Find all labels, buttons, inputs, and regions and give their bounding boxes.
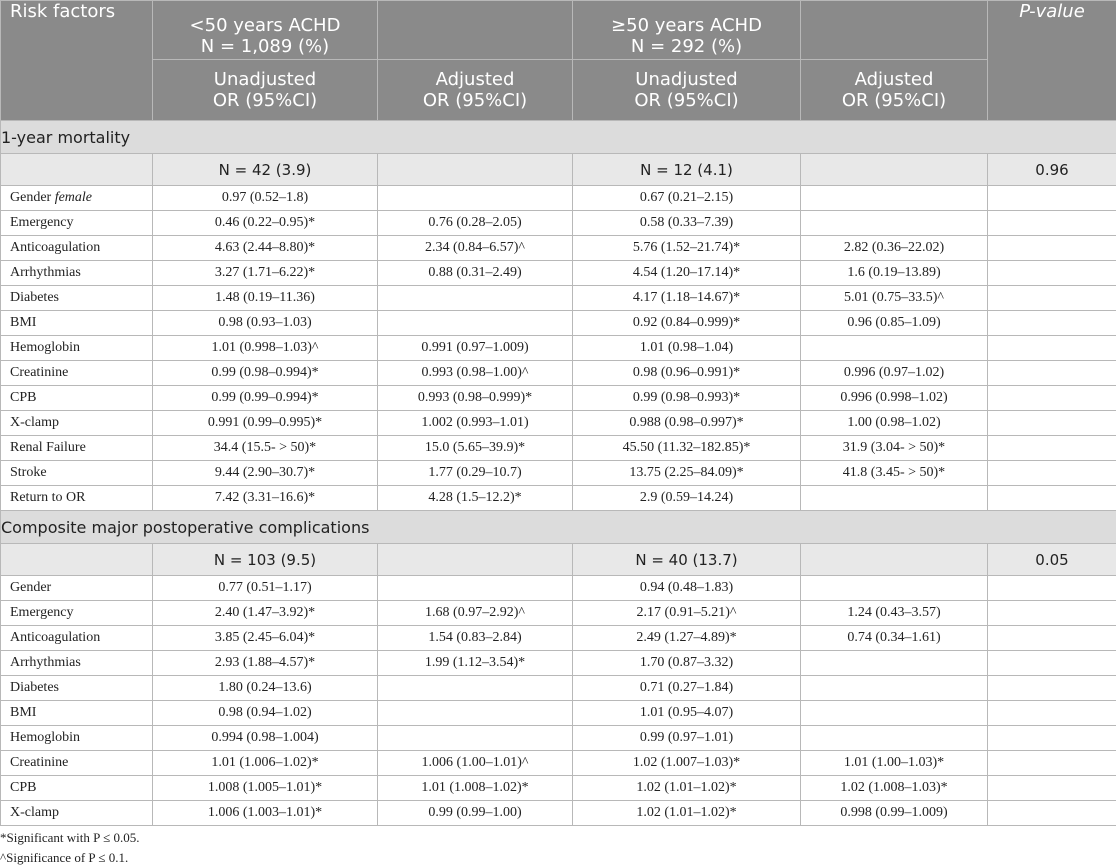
young-unadjusted-or: 0.98 (0.93–1.03)	[153, 311, 378, 336]
young-adjusted-or: 1.99 (1.12–3.54)*	[378, 651, 573, 676]
risk-factor-label: Return to OR	[1, 486, 153, 511]
footnote-significant: *Significant with P ≤ 0.05.	[0, 830, 140, 845]
table-row	[1, 676, 1116, 701]
young-group-blank-header	[378, 1, 573, 60]
pvalue-blank-cell	[988, 336, 1116, 361]
pvalue-blank-cell	[988, 186, 1116, 211]
risk-factors-header: Risk factors	[1, 1, 153, 121]
old-adjusted-or	[801, 576, 988, 601]
old-adjusted-or	[801, 676, 988, 701]
unadjusted-label: Unadjusted	[635, 69, 738, 90]
old-adjusted-or	[801, 211, 988, 236]
old-unadjusted-or: 45.50 (11.32–182.85)*	[573, 436, 801, 461]
pvalue-blank-cell	[988, 411, 1116, 436]
young-count-cell: N = 42 (3.9)	[153, 154, 378, 186]
old-adjusted-or: 1.00 (0.98–1.02)	[801, 411, 988, 436]
young-unadjusted-or: 0.991 (0.99–0.995)*	[153, 411, 378, 436]
pvalue-blank-cell	[988, 361, 1116, 386]
young-unadjusted-or: 1.008 (1.005–1.01)*	[153, 776, 378, 801]
young-unadjusted-or: 34.4 (15.5- > 50)*	[153, 436, 378, 461]
risk-factor-label: Arrhythmias	[1, 261, 153, 286]
table-row	[1, 336, 1116, 361]
old-unadjusted-or: 2.49 (1.27–4.89)*	[573, 626, 801, 651]
risk-factor-label: BMI	[1, 701, 153, 726]
old-adjusted-or: 0.96 (0.85–1.09)	[801, 311, 988, 336]
risk-factor-label: Diabetes	[1, 676, 153, 701]
table-row	[1, 261, 1116, 286]
young-adjusted-or: 0.99 (0.99–1.00)	[378, 801, 573, 826]
old-adjusted-or	[801, 651, 988, 676]
table-row	[1, 361, 1116, 386]
young-unadjusted-or: 2.40 (1.47–3.92)*	[153, 601, 378, 626]
old-unadjusted-or: 4.54 (1.20–17.14)*	[573, 261, 801, 286]
table-row	[1, 701, 1116, 726]
young-unadjusted-or: 0.99 (0.99–0.994)*	[153, 386, 378, 411]
pvalue-blank-cell	[988, 236, 1116, 261]
table-row	[1, 601, 1116, 626]
young-unadjusted-or: 1.006 (1.003–1.01)*	[153, 801, 378, 826]
pvalue-header: P-value	[988, 1, 1116, 121]
old-unadjusted-or: 4.17 (1.18–14.67)*	[573, 286, 801, 311]
old-adjusted-or: 31.9 (3.04- > 50)*	[801, 436, 988, 461]
header-row-2	[1, 60, 1116, 121]
old-adjusted-or: 1.24 (0.43–3.57)	[801, 601, 988, 626]
pvalue-blank-cell	[988, 801, 1116, 826]
young-unadjusted-header	[153, 60, 378, 121]
risk-factor-label: Anticoagulation	[1, 626, 153, 651]
adjusted-label: Adjusted	[854, 69, 934, 90]
old-group-n: N = 292 (%)	[630, 36, 743, 57]
old-unadjusted-header	[573, 60, 801, 121]
table-row	[1, 186, 1116, 211]
table-row	[1, 211, 1116, 236]
table-row	[1, 651, 1116, 676]
risk-factor-label: BMI	[1, 311, 153, 336]
young-adjusted-or	[378, 676, 573, 701]
header-row-1	[1, 1, 1116, 60]
old-adjusted-or	[801, 726, 988, 751]
old-unadjusted-or: 0.71 (0.27–1.84)	[573, 676, 801, 701]
pvalue-blank-cell	[988, 726, 1116, 751]
young-adjusted-or: 0.991 (0.97–1.009)	[378, 336, 573, 361]
young-adjusted-or: 1.77 (0.29–10.7)	[378, 461, 573, 486]
old-unadjusted-or: 0.99 (0.98–0.993)*	[573, 386, 801, 411]
table-row	[1, 751, 1116, 776]
count-blank-cell	[801, 154, 988, 186]
count-blank-cell	[1, 154, 153, 186]
young-unadjusted-or: 1.80 (0.24–13.6)	[153, 676, 378, 701]
young-group-header	[153, 1, 378, 60]
old-unadjusted-or: 0.988 (0.98–0.997)*	[573, 411, 801, 436]
old-unadjusted-or: 0.98 (0.96–0.991)*	[573, 361, 801, 386]
risk-factor-label: Emergency	[1, 601, 153, 626]
young-unadjusted-or: 9.44 (2.90–30.7)*	[153, 461, 378, 486]
pvalue-blank-cell	[988, 576, 1116, 601]
young-adjusted-or: 0.88 (0.31–2.49)	[378, 261, 573, 286]
pvalue-blank-cell	[988, 211, 1116, 236]
adjusted-label: Adjusted	[435, 69, 515, 90]
young-unadjusted-or: 3.85 (2.45–6.04)*	[153, 626, 378, 651]
risk-factor-label: Anticoagulation	[1, 236, 153, 261]
pvalue-blank-cell	[988, 601, 1116, 626]
risk-factor-label: Renal Failure	[1, 436, 153, 461]
young-adjusted-or	[378, 701, 573, 726]
table-row	[1, 436, 1116, 461]
pvalue-blank-cell	[988, 486, 1116, 511]
old-unadjusted-or: 0.58 (0.33–7.39)	[573, 211, 801, 236]
young-adjusted-header	[378, 60, 573, 121]
young-adjusted-or: 1.54 (0.83–2.84)	[378, 626, 573, 651]
old-group-blank-header	[801, 1, 988, 60]
section-count-row	[1, 544, 1116, 576]
old-count-cell: N = 40 (13.7)	[573, 544, 801, 576]
old-unadjusted-or: 0.99 (0.97–1.01)	[573, 726, 801, 751]
young-unadjusted-or: 2.93 (1.88–4.57)*	[153, 651, 378, 676]
young-adjusted-or	[378, 186, 573, 211]
old-adjusted-or: 5.01 (0.75–33.5)^	[801, 286, 988, 311]
young-unadjusted-or: 0.994 (0.98–1.004)	[153, 726, 378, 751]
footnote-significance: ^Significance of P ≤ 0.1.	[0, 850, 129, 865]
old-adjusted-or: 1.02 (1.008–1.03)*	[801, 776, 988, 801]
table-row	[1, 626, 1116, 651]
old-adjusted-or: 1.01 (1.00–1.03)*	[801, 751, 988, 776]
young-unadjusted-or: 1.01 (0.998–1.03)^	[153, 336, 378, 361]
pvalue-cell: 0.96	[988, 154, 1116, 186]
or-ci-label: OR (95%CI)	[841, 90, 947, 111]
young-unadjusted-or: 0.98 (0.94–1.02)	[153, 701, 378, 726]
or-ci-label: OR (95%CI)	[634, 90, 739, 111]
old-unadjusted-or: 2.17 (0.91–5.21)^	[573, 601, 801, 626]
old-adjusted-or	[801, 186, 988, 211]
young-unadjusted-or: 3.27 (1.71–6.22)*	[153, 261, 378, 286]
risk-factor-label: Stroke	[1, 461, 153, 486]
table-row	[1, 286, 1116, 311]
risk-factor-label: CPB	[1, 386, 153, 411]
table-row	[1, 776, 1116, 801]
young-adjusted-or: 0.993 (0.98–0.999)*	[378, 386, 573, 411]
risk-factor-label: Gender	[1, 576, 153, 601]
pvalue-blank-cell	[988, 386, 1116, 411]
risk-factor-label: X-clamp	[1, 411, 153, 436]
table-row	[1, 236, 1116, 261]
old-unadjusted-or: 1.02 (1.007–1.03)*	[573, 751, 801, 776]
old-unadjusted-or: 2.9 (0.59–14.24)	[573, 486, 801, 511]
risk-factor-label: X-clamp	[1, 801, 153, 826]
table-row	[1, 726, 1116, 751]
old-adjusted-or: 0.996 (0.97–1.02)	[801, 361, 988, 386]
young-adjusted-or	[378, 726, 573, 751]
section-title: 1-year mortality	[1, 121, 1116, 154]
young-adjusted-or	[378, 286, 573, 311]
pvalue-blank-cell	[988, 261, 1116, 286]
risk-factor-label: CPB	[1, 776, 153, 801]
old-adjusted-or: 0.998 (0.99–1.009)	[801, 801, 988, 826]
count-blank-cell	[378, 154, 573, 186]
unadjusted-label: Unadjusted	[213, 69, 317, 90]
old-adjusted-or: 0.74 (0.34–1.61)	[801, 626, 988, 651]
section-title: Composite major postoperative complications	[1, 511, 1116, 544]
section-row	[1, 511, 1116, 544]
old-unadjusted-or: 1.70 (0.87–3.32)	[573, 651, 801, 676]
young-adjusted-or: 1.002 (0.993–1.01)	[378, 411, 573, 436]
pvalue-blank-cell	[988, 461, 1116, 486]
count-blank-cell	[1, 544, 153, 576]
old-unadjusted-or: 0.92 (0.84–0.999)*	[573, 311, 801, 336]
young-unadjusted-or: 7.42 (3.31–16.6)*	[153, 486, 378, 511]
table-row	[1, 486, 1116, 511]
young-adjusted-or	[378, 311, 573, 336]
young-adjusted-or: 0.76 (0.28–2.05)	[378, 211, 573, 236]
section-row	[1, 121, 1116, 154]
young-unadjusted-or: 0.99 (0.98–0.994)*	[153, 361, 378, 386]
pvalue-blank-cell	[988, 751, 1116, 776]
old-group-title: ≥50 years ACHD	[611, 15, 762, 36]
pvalue-blank-cell	[988, 651, 1116, 676]
pvalue-blank-cell	[988, 311, 1116, 336]
risk-factor-label: Diabetes	[1, 286, 153, 311]
young-adjusted-or: 2.34 (0.84–6.57)^	[378, 236, 573, 261]
pvalue-blank-cell	[988, 286, 1116, 311]
young-group-title: <50 years ACHD	[189, 15, 341, 36]
old-adjusted-or	[801, 486, 988, 511]
table-row	[1, 411, 1116, 436]
young-adjusted-or: 0.993 (0.98–1.00)^	[378, 361, 573, 386]
pvalue-blank-cell	[988, 776, 1116, 801]
old-adjusted-or: 0.996 (0.998–1.02)	[801, 386, 988, 411]
risk-factor-label: Hemoglobin	[1, 336, 153, 361]
old-unadjusted-or: 0.94 (0.48–1.83)	[573, 576, 801, 601]
young-adjusted-or: 4.28 (1.5–12.2)*	[378, 486, 573, 511]
old-adjusted-or	[801, 701, 988, 726]
old-count-cell: N = 12 (4.1)	[573, 154, 801, 186]
or-ci-label: OR (95%CI)	[422, 90, 528, 111]
pvalue-blank-cell	[988, 676, 1116, 701]
old-adjusted-or: 2.82 (0.36–22.02)	[801, 236, 988, 261]
risk-factor-label: Emergency	[1, 211, 153, 236]
young-adjusted-or	[378, 576, 573, 601]
risk-factor-label: Creatinine	[1, 751, 153, 776]
old-group-header	[573, 1, 801, 60]
young-count-cell: N = 103 (9.5)	[153, 544, 378, 576]
table-row	[1, 801, 1116, 826]
or-ci-label: OR (95%CI)	[212, 90, 318, 111]
risk-factor-label: Creatinine	[1, 361, 153, 386]
old-unadjusted-or: 1.01 (0.95–4.07)	[573, 701, 801, 726]
section-count-row	[1, 154, 1116, 186]
table-row	[1, 386, 1116, 411]
old-unadjusted-or: 1.02 (1.01–1.02)*	[573, 801, 801, 826]
old-unadjusted-or: 1.01 (0.98–1.04)	[573, 336, 801, 361]
count-blank-cell	[801, 544, 988, 576]
young-unadjusted-or: 0.46 (0.22–0.95)*	[153, 211, 378, 236]
young-adjusted-or: 15.0 (5.65–39.9)*	[378, 436, 573, 461]
risk-factor-label: Arrhythmias	[1, 651, 153, 676]
pvalue-cell: 0.05	[988, 544, 1116, 576]
young-adjusted-or: 1.01 (1.008–1.02)*	[378, 776, 573, 801]
young-group-n: N = 1,089 (%)	[200, 36, 330, 57]
pvalue-blank-cell	[988, 626, 1116, 651]
table-body	[1, 121, 1116, 826]
table-row	[1, 576, 1116, 601]
young-adjusted-or: 1.68 (0.97–2.92)^	[378, 601, 573, 626]
table-row	[1, 461, 1116, 486]
table-row	[1, 311, 1116, 336]
risk-factor-label: Gender female	[1, 186, 153, 211]
old-unadjusted-or: 5.76 (1.52–21.74)*	[573, 236, 801, 261]
female-italic: female	[54, 190, 93, 205]
old-unadjusted-or: 13.75 (2.25–84.09)*	[573, 461, 801, 486]
risk-factor-label: Hemoglobin	[1, 726, 153, 751]
pvalue-blank-cell	[988, 436, 1116, 461]
pvalue-blank-cell	[988, 701, 1116, 726]
young-unadjusted-or: 0.97 (0.52–1.8)	[153, 186, 378, 211]
old-unadjusted-or: 0.67 (0.21–2.15)	[573, 186, 801, 211]
young-unadjusted-or: 0.77 (0.51–1.17)	[153, 576, 378, 601]
young-unadjusted-or: 1.48 (0.19–11.36)	[153, 286, 378, 311]
count-blank-cell	[378, 544, 573, 576]
old-adjusted-or	[801, 336, 988, 361]
young-unadjusted-or: 1.01 (1.006–1.02)*	[153, 751, 378, 776]
old-unadjusted-or: 1.02 (1.01–1.02)*	[573, 776, 801, 801]
old-adjusted-or: 1.6 (0.19–13.89)	[801, 261, 988, 286]
young-adjusted-or: 1.006 (1.00–1.01)^	[378, 751, 573, 776]
young-unadjusted-or: 4.63 (2.44–8.80)*	[153, 236, 378, 261]
old-adjusted-header	[801, 60, 988, 121]
old-adjusted-or: 41.8 (3.45- > 50)*	[801, 461, 988, 486]
